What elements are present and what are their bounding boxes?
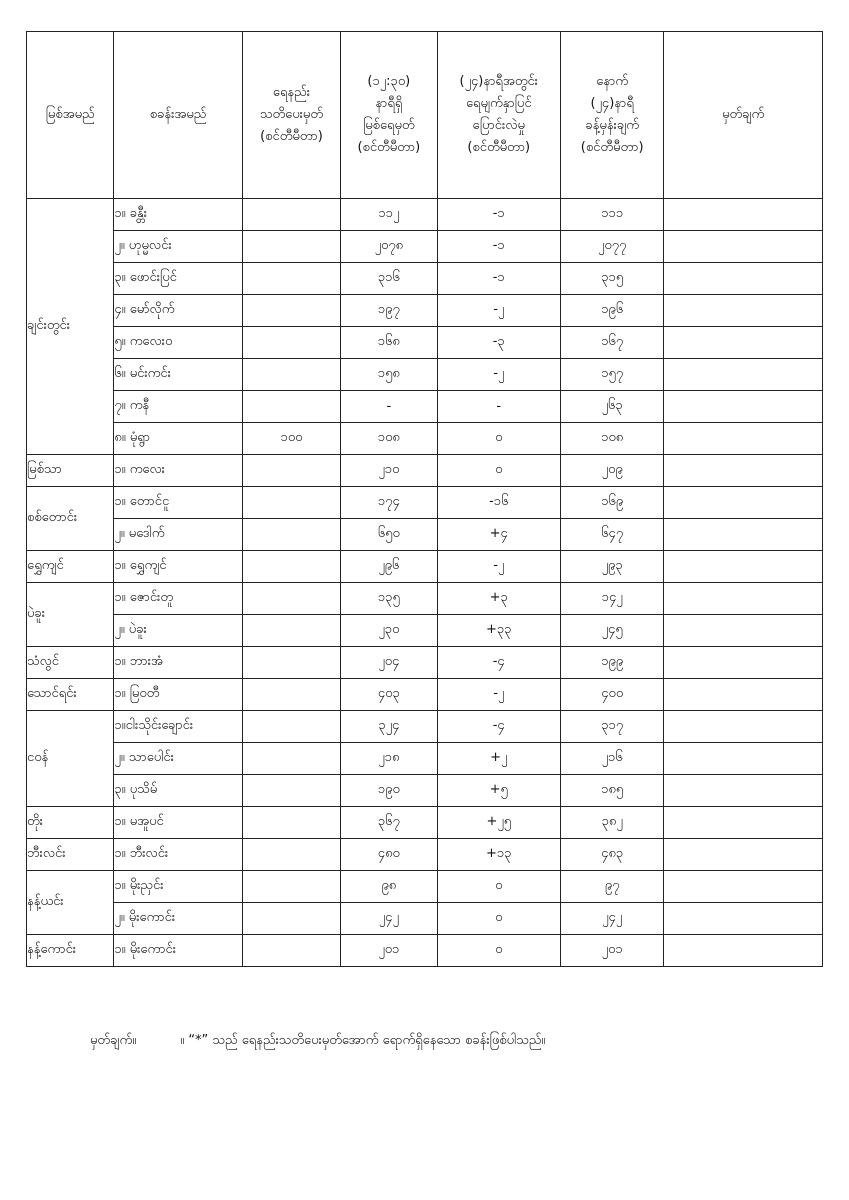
station-name-cell: ၃။ ပုသိမ် <box>114 775 242 807</box>
remark-cell <box>664 871 823 903</box>
header-forecast: နောက် (၂၄)နာရီ ခန့်မှန်းချက် (စင်တီမီတာ) <box>560 32 663 199</box>
station-name-cell: ၈။ မုံရွာ <box>114 423 242 455</box>
change-cell: -၁၆ <box>437 487 560 519</box>
river-name-cell: နန့်ကောင်း <box>27 935 114 967</box>
remark-cell <box>664 839 823 871</box>
remark-cell <box>664 519 823 551</box>
current-level-cell: ၁၁၂ <box>341 199 437 231</box>
change-cell: +၃ <box>437 583 560 615</box>
current-level-cell: ၂၀၄ <box>341 647 437 679</box>
table-row <box>27 903 823 935</box>
current-level-cell: ၂၉၆ <box>341 551 437 583</box>
river-name-cell: ချင်းတွင်း <box>27 199 114 455</box>
change-cell: +၄ <box>437 519 560 551</box>
station-name-cell: ၂။ ဟုမ္မလင်း <box>114 231 242 263</box>
danger-level-cell <box>242 551 340 583</box>
table-row <box>27 391 823 423</box>
river-name-cell: မြစ်သာ <box>27 455 114 487</box>
danger-level-cell <box>242 807 340 839</box>
remark-cell <box>664 199 823 231</box>
current-level-cell: ၂၄၂ <box>341 903 437 935</box>
remark-cell <box>664 743 823 775</box>
danger-level-cell <box>242 935 340 967</box>
change-cell: -၄ <box>437 647 560 679</box>
station-name-cell: ၁။ မိုးကောင်း <box>114 935 242 967</box>
header-row <box>27 32 823 199</box>
forecast-cell: ၉၇ <box>560 871 663 903</box>
river-level-table <box>26 31 823 967</box>
current-level-cell: ၂၁၀ <box>341 455 437 487</box>
forecast-cell: ၃၈၂ <box>560 807 663 839</box>
danger-level-cell <box>242 295 340 327</box>
forecast-cell: ၂၄၅ <box>560 615 663 647</box>
remark-cell <box>664 455 823 487</box>
river-name-cell: ရွှေကျင် <box>27 551 114 583</box>
station-name-cell: ၁။ ရွှေကျင် <box>114 551 242 583</box>
remark-cell <box>664 615 823 647</box>
remark-cell <box>664 775 823 807</box>
danger-level-cell <box>242 455 340 487</box>
forecast-cell: ၆၄၇ <box>560 519 663 551</box>
danger-level-cell <box>242 775 340 807</box>
table-row <box>27 775 823 807</box>
forecast-cell: ၂၁၆ <box>560 743 663 775</box>
remark-cell <box>664 935 823 967</box>
remark-cell <box>664 583 823 615</box>
station-name-cell: ၁။ မြဝတီ <box>114 679 242 711</box>
footnote <box>90 1032 585 1051</box>
table-row <box>27 807 823 839</box>
station-name-cell: ၁။ မိုးညှင်း <box>114 871 242 903</box>
table-row <box>27 359 823 391</box>
danger-level-cell <box>242 519 340 551</box>
remark-cell <box>664 391 823 423</box>
current-level-cell: ၁၇၄ <box>341 487 437 519</box>
danger-level-cell <box>242 871 340 903</box>
current-level-cell: ၁၉၇ <box>341 295 437 327</box>
forecast-cell: ၂၉၃ <box>560 551 663 583</box>
station-name-cell: ၂။ သာပေါင်း <box>114 743 242 775</box>
header-station: စခန်းအမည် <box>114 32 242 199</box>
change-cell: -၁ <box>437 231 560 263</box>
table-row <box>27 615 823 647</box>
current-level-cell: ၁၃၅ <box>341 583 437 615</box>
forecast-cell: ၁၈၅ <box>560 775 663 807</box>
station-name-cell: ၂။ မိုးကောင်း <box>114 903 242 935</box>
current-level-cell: ၄၀၃ <box>341 679 437 711</box>
change-cell: -၃ <box>437 327 560 359</box>
table-row <box>27 519 823 551</box>
change-cell: ၀ <box>437 903 560 935</box>
footnote-label: မှတ်ချက်။ <box>90 1033 137 1048</box>
remark-cell <box>664 359 823 391</box>
station-name-cell: ၆။ မင်းကင်း <box>114 359 242 391</box>
table-row <box>27 263 823 295</box>
remark-cell <box>664 807 823 839</box>
remark-cell <box>664 903 823 935</box>
river-name-cell: စစ်တောင်း <box>27 487 114 551</box>
forecast-cell: ၃၁၇ <box>560 711 663 743</box>
river-name-cell: ပဲခူး <box>27 583 114 647</box>
forecast-cell: ၁၆၉ <box>560 487 663 519</box>
forecast-cell: ၁၉၆ <box>560 295 663 327</box>
table-row <box>27 199 823 231</box>
change-cell: ၀ <box>437 455 560 487</box>
table-row <box>27 583 823 615</box>
remark-cell <box>664 551 823 583</box>
forecast-cell: ၁၅၇ <box>560 359 663 391</box>
change-cell: +၃၃ <box>437 615 560 647</box>
table-row <box>27 839 823 871</box>
change-cell: ၀ <box>437 871 560 903</box>
remark-cell <box>664 295 823 327</box>
table-row <box>27 743 823 775</box>
station-name-cell: ၁။ ခန္တီး <box>114 199 242 231</box>
current-level-cell: ၂၀၇၈ <box>341 231 437 263</box>
current-level-cell: ၃၂၄ <box>341 711 437 743</box>
current-level-cell: ၄၈၀ <box>341 839 437 871</box>
current-level-cell: - <box>341 391 437 423</box>
river-name-cell: တိုး <box>27 807 114 839</box>
footnote-text: ။ “*” သည် ရေနည်းသတိပေးမှတ်အောက် ရောက်ရှိနေသော စခန်းဖြစ်ပါသည်။ <box>180 1033 546 1048</box>
table-row <box>27 935 823 967</box>
table-row <box>27 711 823 743</box>
table-row <box>27 327 823 359</box>
current-level-cell: ၃၁၆ <box>341 263 437 295</box>
header-remark: မှတ်ချက် <box>664 32 823 199</box>
header-current-level: (၁၂:၃၀) နာရီရှိ မြစ်ရေမှတ် (စင်တီမီတာ) <box>341 32 437 199</box>
table-row <box>27 423 823 455</box>
danger-level-cell <box>242 903 340 935</box>
station-name-cell: ၁။ငါးသိုင်းချောင်း <box>114 711 242 743</box>
change-cell: -၄ <box>437 711 560 743</box>
danger-level-cell <box>242 615 340 647</box>
danger-level-cell <box>242 487 340 519</box>
danger-level-cell <box>242 839 340 871</box>
station-name-cell: ၁။ ကလေး <box>114 455 242 487</box>
danger-level-cell <box>242 199 340 231</box>
table-row <box>27 295 823 327</box>
forecast-cell: ၂၀၇၇ <box>560 231 663 263</box>
change-cell: ၀ <box>437 423 560 455</box>
forecast-cell: ၂၆၃ <box>560 391 663 423</box>
remark-cell <box>664 231 823 263</box>
station-name-cell: ၃။ ဖောင်းပြင် <box>114 263 242 295</box>
change-cell: - <box>437 391 560 423</box>
current-level-cell: ၂၁၈ <box>341 743 437 775</box>
current-level-cell: ၉၈ <box>341 871 437 903</box>
forecast-cell: ၄၀၀ <box>560 679 663 711</box>
station-name-cell: ၁။ မအူပင် <box>114 807 242 839</box>
table-row <box>27 871 823 903</box>
remark-cell <box>664 423 823 455</box>
change-cell: +၂ <box>437 743 560 775</box>
danger-level-cell <box>242 391 340 423</box>
current-level-cell: ၆၅၀ <box>341 519 437 551</box>
current-level-cell: ၂၀၁ <box>341 935 437 967</box>
change-cell: -၂ <box>437 295 560 327</box>
change-cell: +၅ <box>437 775 560 807</box>
station-name-cell: ၅။ ကလေးဝ <box>114 327 242 359</box>
river-name-cell: သံလွင် <box>27 647 114 679</box>
remark-cell <box>664 711 823 743</box>
forecast-cell: ၁၆၇ <box>560 327 663 359</box>
current-level-cell: ၁၆၈ <box>341 327 437 359</box>
remark-cell <box>664 263 823 295</box>
change-cell: -၁ <box>437 263 560 295</box>
change-cell: -၂ <box>437 679 560 711</box>
station-name-cell: ၇။ ကနီ <box>114 391 242 423</box>
current-level-cell: ၁၉၀ <box>341 775 437 807</box>
change-cell: -၁ <box>437 199 560 231</box>
change-cell: -၂ <box>437 359 560 391</box>
change-cell: +၁၃ <box>437 839 560 871</box>
current-level-cell: ၂၃၀ <box>341 615 437 647</box>
station-name-cell: ၄။ မော်လိုက် <box>114 295 242 327</box>
current-level-cell: ၁၅၈ <box>341 359 437 391</box>
danger-level-cell <box>242 231 340 263</box>
change-cell: ၀ <box>437 935 560 967</box>
forecast-cell: ၁၁၁ <box>560 199 663 231</box>
table-row <box>27 231 823 263</box>
table-row <box>27 487 823 519</box>
river-name-cell: နန့်ယင်း <box>27 871 114 935</box>
station-name-cell: ၁။ ဇောင်းတူ <box>114 583 242 615</box>
station-name-cell: ၁။ ဘီးလင်း <box>114 839 242 871</box>
change-cell: -၂ <box>437 551 560 583</box>
current-level-cell: ၁၀၈ <box>341 423 437 455</box>
danger-level-cell <box>242 359 340 391</box>
station-name-cell: ၁။ တောင်ငူ <box>114 487 242 519</box>
remark-cell <box>664 327 823 359</box>
table-row <box>27 551 823 583</box>
danger-level-cell <box>242 583 340 615</box>
current-level-cell: ၃၆၇ <box>341 807 437 839</box>
header-river: မြစ်အမည် <box>27 32 114 199</box>
danger-level-cell <box>242 711 340 743</box>
table-row <box>27 679 823 711</box>
danger-level-cell <box>242 679 340 711</box>
forecast-cell: ၃၁၅ <box>560 263 663 295</box>
remark-cell <box>664 679 823 711</box>
forecast-cell: ၂၄၂ <box>560 903 663 935</box>
river-name-cell: ငဝန် <box>27 711 114 807</box>
danger-level-cell <box>242 263 340 295</box>
station-name-cell: ၂။ မဒေါက် <box>114 519 242 551</box>
river-name-cell: သောင်ရင်း <box>27 679 114 711</box>
station-name-cell: ၁။ ဘားအံ <box>114 647 242 679</box>
change-cell: +၂၅ <box>437 807 560 839</box>
table-body <box>27 199 823 967</box>
river-name-cell: ဘီးလင်း <box>27 839 114 871</box>
header-change: (၂၄)နာရီအတွင်း ရေမျက်နှာပြင် ပြောင်းလဲမှု (စင်တီမီတာ) <box>437 32 560 199</box>
remark-cell <box>664 487 823 519</box>
danger-level-cell: ၁၀၀ <box>242 423 340 455</box>
table-row <box>27 647 823 679</box>
header-danger-level: ရေနည်း သတိပေးမှတ် (စင်တီမီတာ) <box>242 32 340 199</box>
forecast-cell: ၁၉၉ <box>560 647 663 679</box>
danger-level-cell <box>242 327 340 359</box>
forecast-cell: ၄၈၃ <box>560 839 663 871</box>
forecast-cell: ၁၄၂ <box>560 583 663 615</box>
forecast-cell: ၁၀၈ <box>560 423 663 455</box>
danger-level-cell <box>242 647 340 679</box>
forecast-cell: ၂၀၉ <box>560 455 663 487</box>
forecast-cell: ၂၀၁ <box>560 935 663 967</box>
danger-level-cell <box>242 743 340 775</box>
station-name-cell: ၂။ ပဲခူး <box>114 615 242 647</box>
remark-cell <box>664 647 823 679</box>
table-row <box>27 455 823 487</box>
